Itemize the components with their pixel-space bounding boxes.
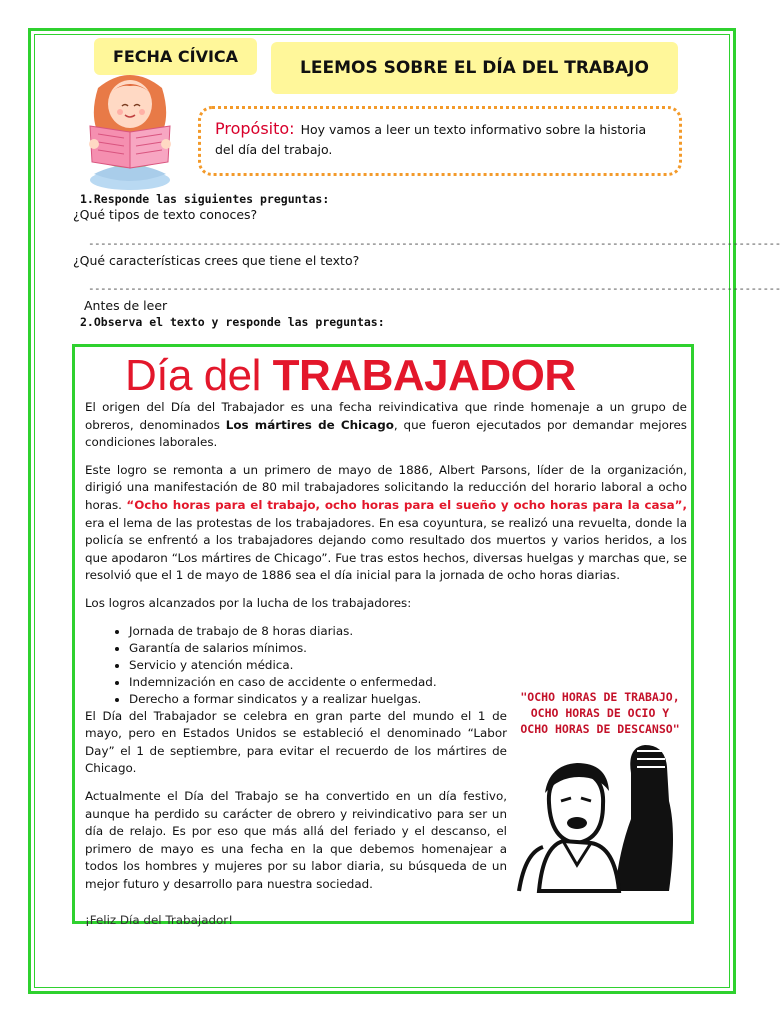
purpose-text: Hoy vamos a leer un texto informativo sobre la historia del día del trabajo.	[215, 122, 647, 157]
paragraph-5: Actualmente el Día del Trabajo se ha convertido en un día festivo, aunque ha perdido su carácter de obrero y reivindicativo para ser un día de relajo. Es por eso que más allá del feriado y el descanso, el primero de mayo es una fecha en la que debemos homenajear a todos los hombres y mujeres por su labor diaria, su búsqueda de un mejor futuro y desarrollo para nuestra sociedad.	[85, 788, 507, 891]
paragraph-1	[85, 399, 687, 452]
p2-text-b: era el lema de las protestas de los trabajadores. En esa coyuntura, se realizó una revuelta, donde la policía se enfrentó a los trabajadores dejando como resultado dos muertos y varios heridos, a los que apodaron “Los mártires de Chicago”. Fue tras estos hechos, diversas huelgas y marchas que, se resolvió que el 1 de mayo de 1886 sea el día inicial para la jornada de ocho horas diarias.	[85, 515, 687, 583]
page-title: LEEMOS SOBRE EL DÍA DEL TRABAJO	[271, 42, 678, 94]
article-title-part2: TRABAJADOR	[272, 351, 576, 400]
list-item: • Garantía de salarios mínimos.	[129, 640, 687, 657]
cut-off-line: ¡Feliz Día del Trabajador!	[85, 913, 233, 927]
list-item: • Servicio y atención médica.	[129, 657, 687, 674]
question-heading-2: 2.Observa el texto y responde las preguntas:	[80, 315, 385, 329]
list-item: • Derecho a formar sindicatos y a realizar huelgas.	[129, 691, 687, 708]
paragraph-3: Los logros alcanzados por la lucha de los trabajadores:	[85, 595, 412, 610]
article-title	[125, 351, 576, 401]
poster-line-3: OCHO HORAS DE DESCANSO"	[520, 722, 680, 736]
question-2: ¿Qué características crees que tiene el texto?	[73, 253, 360, 268]
p2-quote: “Ocho horas para el trabajo, ocho horas para el sueño y ocho horas para la casa”,	[126, 497, 687, 512]
poster-line-1: "OCHO HORAS DE TRABAJO,	[520, 690, 680, 704]
answer-line-1[interactable]: -------------------------------------------------------------------------------------------------------------------	[88, 237, 781, 250]
answer-line-2[interactable]: -------------------------------------------------------------------------------------------------------------------	[88, 282, 781, 295]
fecha-civica-badge: FECHA CÍVICA	[94, 38, 257, 75]
list-item: • Indemnización en caso de accidente o enfermedad.	[129, 674, 687, 691]
paragraph-2	[85, 462, 687, 585]
purpose-box	[198, 106, 682, 176]
list-item: • Jornada de trabajo de 8 horas diarias.	[129, 623, 687, 640]
poster-slogan	[515, 689, 685, 737]
p2-text-a: Este logro se remonta a un primero de mayo de 1886, Albert Parsons, líder de la organización, dirigió una manifestación de 80 mil trabajadores solicitando la reducción del horario laboral a ocho horas.	[85, 462, 687, 512]
raised-fist-worker-icon	[519, 743, 679, 891]
article-title-part1: Día del	[125, 351, 261, 400]
question-heading-1: 1.Responde las siguientes preguntas:	[80, 192, 330, 206]
article-box	[72, 344, 694, 927]
paragraph-4: El Día del Trabajador se celebra en gran parte del mundo el 1 de mayo, pero en Estados Unidos se estableció el denominado “Labor Day” el 1 de septiembre, para evitar el recuerdo de los mártires de Chicago.	[85, 708, 507, 776]
girl-reading-illustration	[80, 70, 180, 192]
question-1: ¿Qué tipos de texto conoces?	[73, 207, 258, 222]
worker-poster	[515, 689, 685, 895]
p1-bold: Los mártires de Chicago	[225, 417, 394, 432]
poster-line-2: OCHO HORAS DE OCIO Y	[530, 706, 670, 720]
before-reading-label: Antes de leer	[84, 298, 168, 313]
p1-text-b: , que fueron ejecutados por demandar mejores condiciones laborales.	[85, 417, 687, 450]
purpose-label: Propósito:	[215, 119, 295, 138]
p1-text-a: El origen del Día del Trabajador es una fecha reivindicativa que rinde homenaje a un grupo de obreros, denominados	[85, 400, 687, 432]
